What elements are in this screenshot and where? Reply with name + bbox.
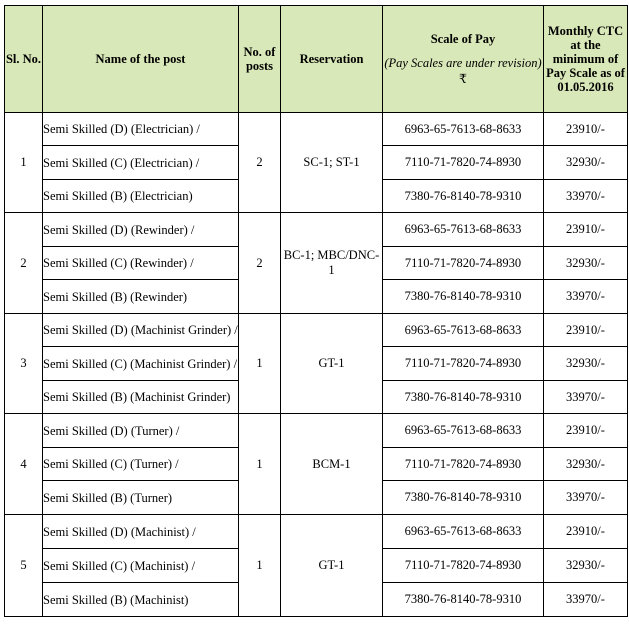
post-name-cell: Semi Skilled (B) (Machinist) [43, 583, 239, 617]
ctc-cell: 33970/- [544, 180, 628, 213]
ctc-cell: 23910/- [544, 113, 628, 146]
post-name-cell: Semi Skilled (D) (Machinist) / [43, 515, 239, 549]
reservation-cell: GT-1 [281, 515, 383, 617]
no-of-posts-cell: 1 [239, 414, 281, 515]
scale-cell: 7110-71-7820-74-8930 [383, 247, 544, 280]
table-row [5, 113, 628, 146]
sl-no-cell: 2 [5, 213, 43, 314]
header-sl-no: Sl. No. [5, 6, 43, 113]
scale-cell: 7110-71-7820-74-8930 [383, 347, 544, 381]
scale-cell: 6963-65-7613-68-8633 [383, 113, 544, 146]
ctc-cell: 32930/- [544, 549, 628, 583]
ctc-cell: 32930/- [544, 347, 628, 381]
scale-cell: 6963-65-7613-68-8633 [383, 414, 544, 448]
ctc-cell: 33970/- [544, 381, 628, 414]
post-name-cell: Semi Skilled (B) (Machinist Grinder) [43, 381, 239, 414]
post-name-cell: Semi Skilled (D) (Electrician) / [43, 113, 239, 146]
no-of-posts-cell: 2 [239, 113, 281, 213]
post-name-cell: Semi Skilled (C) (Electrician) / [43, 146, 239, 180]
ctc-cell: 23910/- [544, 314, 628, 347]
ctc-cell: 23910/- [544, 414, 628, 448]
ctc-cell: 32930/- [544, 247, 628, 280]
table-row [5, 213, 628, 247]
post-name-cell: Semi Skilled (B) (Rewinder) [43, 280, 239, 314]
reservation-cell: GT-1 [281, 314, 383, 414]
no-of-posts-cell: 1 [239, 515, 281, 617]
post-name-cell: Semi Skilled (D) (Machinist Grinder) / [43, 314, 239, 347]
scale-cell: 7380-76-8140-78-9310 [383, 481, 544, 515]
header-scale-of-pay [383, 6, 544, 113]
post-name-cell: Semi Skilled (D) (Turner) / [43, 414, 239, 448]
scale-cell: 7380-76-8140-78-9310 [383, 381, 544, 414]
header-post-name: Name of the post [43, 6, 239, 113]
post-name-cell: Semi Skilled (C) (Machinist) / [43, 549, 239, 583]
table-body [5, 113, 628, 617]
scale-note: (Pay Scales are under revision) [384, 56, 542, 70]
no-of-posts-cell: 2 [239, 213, 281, 314]
scale-cell: 7110-71-7820-74-8930 [383, 448, 544, 481]
post-name-cell: Semi Skilled (B) (Turner) [43, 481, 239, 515]
reservation-cell: BCM-1 [281, 414, 383, 515]
post-name-cell: Semi Skilled (C) (Turner) / [43, 448, 239, 481]
scale-cell: 7110-71-7820-74-8930 [383, 146, 544, 180]
ctc-cell: 23910/- [544, 515, 628, 549]
sl-no-cell: 1 [5, 113, 43, 213]
header-row [5, 6, 628, 113]
post-name-cell: Semi Skilled (C) (Machinist Grinder) / [43, 347, 239, 381]
scale-cell: 6963-65-7613-68-8633 [383, 213, 544, 247]
sl-no-cell: 5 [5, 515, 43, 617]
scale-cell: 6963-65-7613-68-8633 [383, 314, 544, 347]
scale-cell: 7380-76-8140-78-9310 [383, 280, 544, 314]
header-no-of-posts: No. of posts [239, 6, 281, 113]
post-name-cell: Semi Skilled (D) (Rewinder) / [43, 213, 239, 247]
recruitment-table [4, 5, 628, 617]
no-of-posts-cell: 1 [239, 314, 281, 414]
table-row [5, 515, 628, 549]
sl-no-cell: 4 [5, 414, 43, 515]
header-monthly-ctc: Monthly CTC at the minimum of Pay Scale as of 01.05.2016 [544, 6, 628, 113]
ctc-cell: 33970/- [544, 481, 628, 515]
reservation-cell: SC-1; ST-1 [281, 113, 383, 213]
table-row [5, 414, 628, 448]
scale-cell: 6963-65-7613-68-8633 [383, 515, 544, 549]
reservation-cell: BC-1; MBC/DNC-1 [281, 213, 383, 314]
ctc-cell: 32930/- [544, 146, 628, 180]
sl-no-cell: 3 [5, 314, 43, 414]
scale-cell: 7110-71-7820-74-8930 [383, 549, 544, 583]
scale-cell: 7380-76-8140-78-9310 [383, 583, 544, 617]
post-name-cell: Semi Skilled (C) (Rewinder) / [43, 247, 239, 280]
ctc-cell: 33970/- [544, 583, 628, 617]
rupee-symbol: ₹ [459, 72, 467, 86]
scale-cell: 7380-76-8140-78-9310 [383, 180, 544, 213]
post-name-cell: Semi Skilled (B) (Electrician) [43, 180, 239, 213]
header-reservation: Reservation [281, 6, 383, 113]
scale-title: Scale of Pay [430, 32, 496, 46]
ctc-cell: 23910/- [544, 213, 628, 247]
table-row [5, 314, 628, 347]
ctc-cell: 32930/- [544, 448, 628, 481]
ctc-cell: 33970/- [544, 280, 628, 314]
